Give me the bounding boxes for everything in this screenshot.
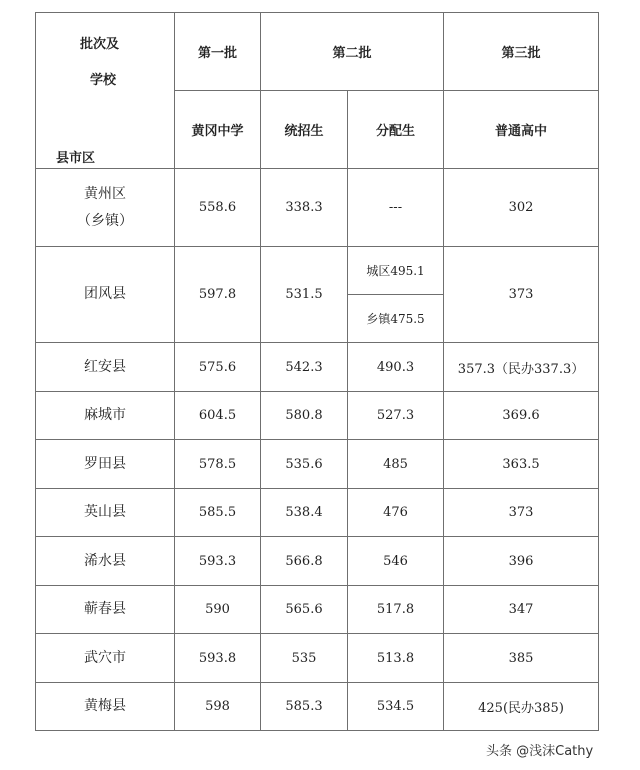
score-cell: 373 [444, 489, 599, 537]
score-cell: 302 [444, 169, 599, 247]
score-cell: 542.3 [261, 343, 348, 392]
header-batch1: 第一批 [175, 13, 261, 91]
corner-label-county: 县市区 [56, 151, 96, 166]
score-cell: 546 [348, 537, 444, 586]
table-row [36, 683, 599, 731]
county-name: 浠水县 [36, 537, 175, 586]
score-cell: 357.3（民办337.3） [444, 343, 599, 392]
score-cell: 531.5 [261, 247, 348, 343]
table-row [36, 586, 599, 634]
score-cell: 585.5 [175, 489, 261, 537]
score-cell: 604.5 [175, 392, 261, 440]
score-cell: 534.5 [348, 683, 444, 731]
score-cell: 593.8 [175, 634, 261, 683]
score-cell: 338.3 [261, 169, 348, 247]
header-fenpei: 分配生 [348, 91, 444, 169]
score-cell: --- [348, 169, 444, 247]
score-cell: 425(民办385) [444, 683, 599, 731]
header-huanggang: 黄冈中学 [175, 91, 261, 169]
county-name: 罗田县 [36, 440, 175, 489]
score-cell: 566.8 [261, 537, 348, 586]
table-row [36, 343, 599, 392]
score-cell: 538.4 [261, 489, 348, 537]
table-row [36, 392, 599, 440]
score-cell: 347 [444, 586, 599, 634]
county-name: 团风县 [36, 247, 175, 343]
score-cell: 575.6 [175, 343, 261, 392]
score-cell: 580.8 [261, 392, 348, 440]
table-row [36, 537, 599, 586]
watermark: 头条 @浅沫Cathy [486, 744, 594, 759]
score-cell: 527.3 [348, 392, 444, 440]
county-name: 蕲春县 [36, 586, 175, 634]
score-cell: 597.8 [175, 247, 261, 343]
corner-header-cell [36, 13, 175, 169]
score-cell: 593.3 [175, 537, 261, 586]
score-cell: 373 [444, 247, 599, 343]
score-cell: 535.6 [261, 440, 348, 489]
county-name: 黄梅县 [36, 683, 175, 731]
score-cell: 558.6 [175, 169, 261, 247]
county-cell [36, 169, 175, 247]
score-table [35, 12, 599, 731]
score-cell: 590 [175, 586, 261, 634]
county-name: 红安县 [36, 343, 175, 392]
corner-label-batch: 批次及 [80, 37, 120, 52]
score-cell-township: 乡镇475.5 [348, 295, 444, 343]
score-cell: 476 [348, 489, 444, 537]
score-cell: 585.3 [261, 683, 348, 731]
score-cell: 369.6 [444, 392, 599, 440]
score-cell-urban: 城区495.1 [348, 247, 444, 295]
county-note: （乡镇） [77, 212, 133, 229]
header-tongzhao: 统招生 [261, 91, 348, 169]
corner-label-school: 学校 [90, 73, 117, 88]
county-name: 武穴市 [36, 634, 175, 683]
table-row [36, 634, 599, 683]
county-name: 黄州区 [84, 185, 126, 202]
header-batch3: 第三批 [444, 13, 599, 91]
score-cell: 363.5 [444, 440, 599, 489]
score-cell: 513.8 [348, 634, 444, 683]
score-cell: 535 [261, 634, 348, 683]
county-name: 麻城市 [36, 392, 175, 440]
score-cell: 517.8 [348, 586, 444, 634]
table-row [36, 489, 599, 537]
score-cell: 490.3 [348, 343, 444, 392]
score-cell: 396 [444, 537, 599, 586]
table-row [36, 440, 599, 489]
score-cell: 485 [348, 440, 444, 489]
table-row [36, 169, 599, 247]
county-name: 英山县 [36, 489, 175, 537]
header-putong: 普通高中 [444, 91, 599, 169]
header-batch2: 第二批 [261, 13, 444, 91]
table-row [36, 247, 599, 295]
score-cell: 598 [175, 683, 261, 731]
score-cell: 578.5 [175, 440, 261, 489]
score-cell: 565.6 [261, 586, 348, 634]
score-cell: 385 [444, 634, 599, 683]
